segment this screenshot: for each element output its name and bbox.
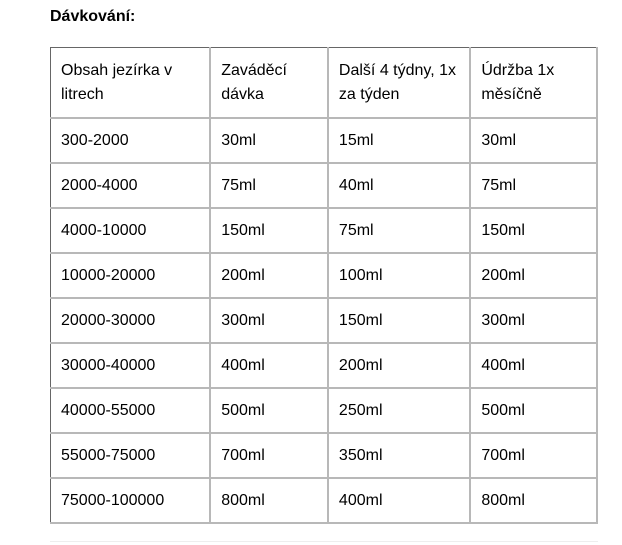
cell-pond-volume: 300-2000 (51, 118, 211, 163)
cell-pond-volume: 75000-100000 (51, 478, 211, 523)
page-title: Dávkování: (50, 8, 136, 25)
cell-weekly-dose: 400ml (328, 478, 470, 523)
cell-weekly-dose: 350ml (328, 433, 470, 478)
cell-initial-dose: 150ml (210, 208, 328, 253)
cell-maintenance-dose: 500ml (470, 388, 597, 433)
cell-initial-dose: 200ml (210, 253, 328, 298)
cell-pond-volume: 4000-10000 (51, 208, 211, 253)
table-row (51, 118, 598, 163)
cell-initial-dose: 800ml (210, 478, 328, 523)
cell-pond-volume: 2000-4000 (51, 163, 211, 208)
cell-initial-dose: 300ml (210, 298, 328, 343)
cell-pond-volume: 40000-55000 (51, 388, 211, 433)
cell-maintenance-dose: 75ml (470, 163, 597, 208)
cell-weekly-dose: 75ml (328, 208, 470, 253)
cell-weekly-dose: 250ml (328, 388, 470, 433)
cell-pond-volume: 30000-40000 (51, 343, 211, 388)
cell-weekly-dose: 200ml (328, 343, 470, 388)
table-row (51, 208, 598, 253)
table-row (51, 253, 598, 298)
cell-initial-dose: 75ml (210, 163, 328, 208)
table-row (51, 478, 598, 523)
cell-weekly-dose: 100ml (328, 253, 470, 298)
cell-pond-volume: 20000-30000 (51, 298, 211, 343)
cell-pond-volume: 10000-20000 (51, 253, 211, 298)
table-row (51, 298, 598, 343)
cell-maintenance-dose: 30ml (470, 118, 597, 163)
cell-pond-volume: 55000-75000 (51, 433, 211, 478)
header-next-4-weeks: Další 4 týdny, 1x za týden (328, 48, 470, 119)
table-body (51, 118, 598, 523)
table-row (51, 163, 598, 208)
header-pond-volume: Obsah jezírka v litrech (51, 48, 211, 119)
table-header (51, 48, 598, 119)
cell-weekly-dose: 15ml (328, 118, 470, 163)
cell-maintenance-dose: 200ml (470, 253, 597, 298)
dosage-table (50, 47, 598, 524)
cell-maintenance-dose: 150ml (470, 208, 597, 253)
cell-weekly-dose: 150ml (328, 298, 470, 343)
cell-initial-dose: 700ml (210, 433, 328, 478)
table-row (51, 388, 598, 433)
cell-maintenance-dose: 300ml (470, 298, 597, 343)
cell-maintenance-dose: 700ml (470, 433, 597, 478)
table-row (51, 433, 598, 478)
cell-initial-dose: 400ml (210, 343, 328, 388)
cell-weekly-dose: 40ml (328, 163, 470, 208)
cell-initial-dose: 500ml (210, 388, 328, 433)
cell-initial-dose: 30ml (210, 118, 328, 163)
table-row (51, 343, 598, 388)
header-initial-dose: Zaváděcí dávka (210, 48, 328, 119)
cell-maintenance-dose: 400ml (470, 343, 597, 388)
header-maintenance: Údržba 1x měsíčně (470, 48, 597, 119)
cell-maintenance-dose: 800ml (470, 478, 597, 523)
header-row (51, 48, 598, 119)
divider (50, 541, 598, 542)
